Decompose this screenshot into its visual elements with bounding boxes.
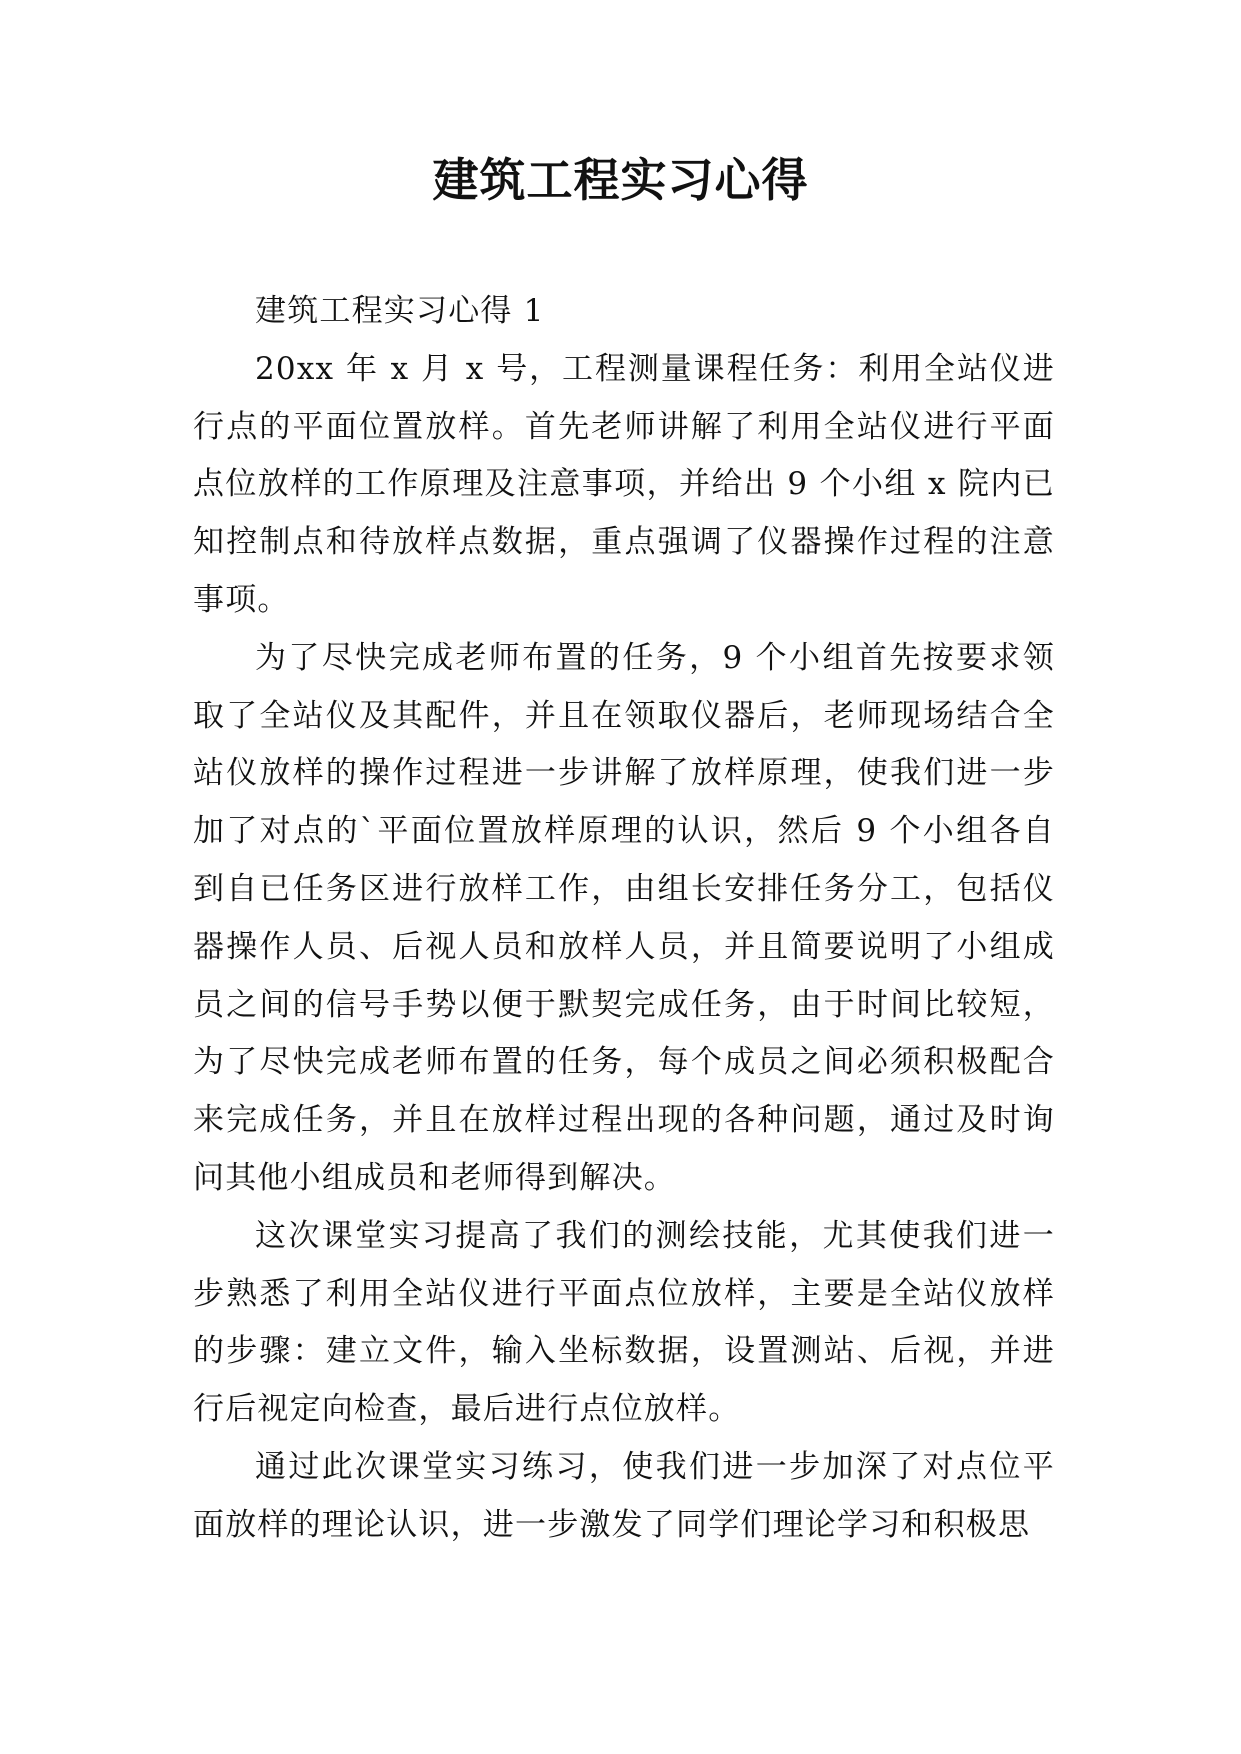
document-title: 建筑工程实习心得: [432, 153, 809, 207]
body-paragraph: 为了尽快完成老师布置的任务，9 个小组首先按要求领取了全站仪及其配件，并且在领取仪器后，老师现场结合全站仪放样的操作过程进一步讲解了放样原理，使我们进一步加了对点的`平面位置放样原理的认识，然后 9 个小组各自到自已任务区进行放样工作，由组长安排任务分工，包括仪器操作人员、后视人员和放样人员，并且简要说明了小组成员之间的信号手势以便于默契完成任务，由于时间比较短，为了尽快完成老师布置的任务，每个成员之间必须积极配合来完成任务，并且在放样过程出现的各种问题，通过及时询问其他小组成员和老师得到解决。: [193, 639, 1055, 1196]
body-paragraph: 20xx 年 x 月 x 号，工程测量课程任务：利用全站仪进行点的平面位置放样。首先老师讲解了利用全站仪进行平面点位放样的工作原理及注意事项，并给出 9 个小组 x 院内已知控制点和待放样点数据，重点强调了仪器操作过程的注意事项。: [193, 350, 1055, 618]
body-paragraph: 通过此次课堂实习练习，使我们进一步加深了对点位平面放样的理论认识，进一步激发了同学们理论学习和积极思: [193, 1448, 1055, 1543]
section-heading: 建筑工程实习心得 1: [255, 293, 545, 329]
body-paragraph: 这次课堂实习提高了我们的测绘技能，尤其使我们进一步熟悉了利用全站仪进行平面点位放样，主要是全站仪放样的步骤：建立文件，输入坐标数据，设置测站、后视，并进行后视定向检查，最后进行点位放样。: [193, 1217, 1055, 1428]
document-body: [193, 283, 1055, 1555]
